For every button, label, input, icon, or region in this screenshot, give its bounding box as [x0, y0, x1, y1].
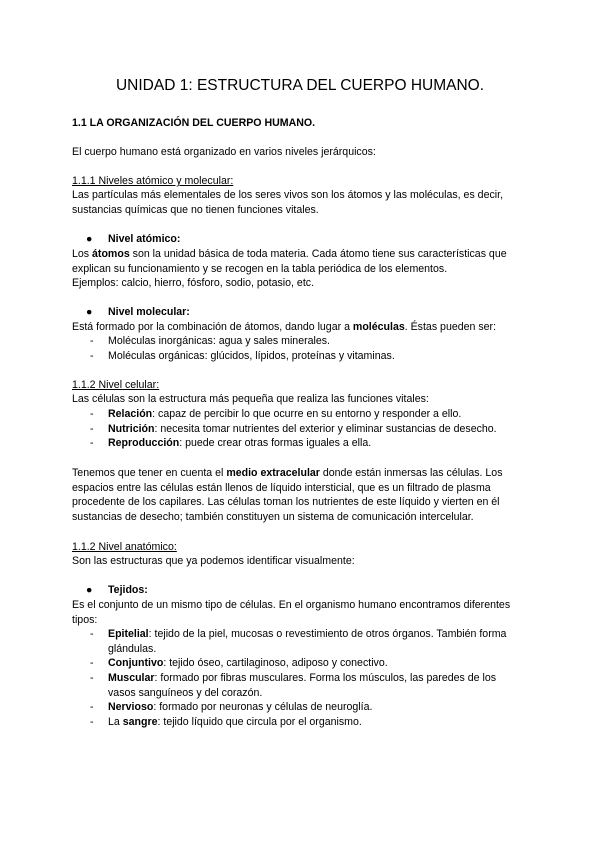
section-heading-1-1: 1.1 LA ORGANIZACIÓN DEL CUERPO HUMANO. — [72, 117, 316, 129]
atomic-pre: Los — [72, 248, 93, 260]
function-desc: : capaz de percibir lo que ocurre en su entorno y responder a ello. — [152, 408, 462, 420]
tissue-name: Nervioso — [108, 701, 154, 713]
function-desc: : puede crear otras formas iguales a ella. — [179, 437, 372, 449]
subsection-heading-anatomical: 1.1.2 Nivel anatómico: — [72, 541, 177, 553]
function-desc: : necesita tomar nutrientes del exterior y eliminar sustancias de desecho. — [154, 423, 497, 435]
tissue-desc: : formado por neuronas y células de neuroglía. — [153, 701, 373, 713]
subsection-heading-cellular: 1.1.2 Nivel celular: — [72, 379, 160, 391]
para-bold: medio extracelular — [226, 467, 320, 479]
anatomical-text: Son las estructuras que ya podemos identificar visualmente: — [72, 555, 355, 567]
list-item: - Conjuntivo: tejido óseo, cartilaginoso, adiposo y conectivo. — [90, 657, 388, 669]
tissue-desc: : tejido de la piel, mucosas o revestimiento de otros órganos. También forma glándulas. — [108, 628, 507, 655]
molecular-pre: Está formado por la combinación de átomos, dando lugar a — [72, 321, 353, 333]
page-title: UNIDAD 1: ESTRUCTURA DEL CUERPO HUMANO. — [115, 77, 485, 94]
function-name: Reproducción — [108, 437, 180, 449]
bullet-molecular-level — [86, 305, 190, 320]
atomic-level-text — [72, 247, 534, 276]
tissues-text: Es el conjunto de un mismo tipo de células. En el organismo humano encontramos diferentes tipos: — [72, 599, 511, 626]
extracellular-paragraph — [72, 466, 534, 524]
atomic-bold: átomos — [92, 248, 130, 260]
tissue-name: Conjuntivo — [108, 657, 164, 669]
cellular-text: Las células son la estructura más pequeña que realiza las funciones vitales: — [72, 393, 429, 405]
bullet-dot-icon: ● — [86, 584, 93, 596]
list-item: - Relación: capaz de percibir lo que ocurre en su entorno y responder a ello. — [90, 408, 462, 420]
molecule-item-text: Moléculas orgánicas: glúcidos, lípidos, proteínas y vitaminas. — [108, 350, 395, 362]
molecular-level-heading: Nivel molecular: — [108, 306, 190, 318]
list-item: - Nutrición: necesita tomar nutrientes del exterior y eliminar sustancias de desecho. — [90, 423, 497, 435]
tissue-name: Muscular — [108, 672, 155, 684]
function-name: Nutrición — [108, 423, 155, 435]
bullet-dot-icon: ● — [86, 306, 93, 318]
subsection-heading-atomic-molecular: 1.1.1 Niveles atómico y molecular: — [72, 175, 234, 187]
list-item: - Reproducción: puede crear otras formas iguales a ella. — [90, 437, 372, 449]
list-item: - Moléculas orgánicas: glúcidos, lípidos, proteínas y vitaminas. — [90, 349, 532, 364]
tissue-desc: : tejido óseo, cartilaginoso, adiposo y conectivo. — [163, 657, 388, 669]
bullet-tissues — [86, 583, 148, 598]
bullet-dot-icon: ● — [86, 233, 93, 245]
para-post: donde están inmersas las células. Los espacios entre las células están llenos de líquido intersticial, que es un filtrado de plasma procedente de los capilares. Las células toman los nutrientes de este líquido y vierten en él sustancias de desecho; también constituyen un sistema de comunicación intercelular. — [72, 467, 503, 523]
atomic-level-heading: Nivel atómico: — [108, 233, 181, 245]
tissue-name: Epitelial — [108, 628, 149, 640]
list-item: - Nervioso: formado por neuronas y células de neuroglía. — [90, 701, 373, 713]
atomic-molecular-text: Las partículas más elementales de los seres vivos son los átomos y las moléculas, es decir, sustancias químicas que no tienen funciones vitales. — [72, 189, 504, 216]
molecular-bold: moléculas — [352, 321, 405, 333]
bullet-atomic-level — [86, 232, 180, 247]
atomic-post: son la unidad básica de toda materia. Cada átomo tiene sus características que explican su funcionamiento y se recogen en la tabla periódica de los elementos. — [72, 248, 507, 275]
list-item: - La sangre: tejido líquido que circula por el organismo. — [90, 716, 362, 728]
tissue-desc: : tejido líquido que circula por el organismo. — [157, 716, 362, 728]
tissues-heading: Tejidos: — [108, 584, 148, 596]
list-item: - Muscular: formado por fibras musculares. Forma los músculos, las paredes de los vasos sanguíneos y del corazón. — [90, 672, 497, 699]
molecular-level-text — [72, 320, 534, 335]
list-item: - Epitelial: tejido de la piel, mucosas o revestimiento de otros órganos. También forma glándulas. — [90, 628, 507, 655]
tissue-desc: : formado por fibras musculares. Forma los músculos, las paredes de los vasos sanguíneos y del corazón. — [108, 672, 497, 699]
list-item: - Moléculas inorgánicas: agua y sales minerales. — [90, 334, 532, 349]
atomic-examples: Ejemplos: calcio, hierro, fósforo, sodio, potasio, etc. — [72, 277, 315, 289]
tissue-name: sangre — [122, 716, 158, 728]
molecular-post: . Éstas pueden ser: — [404, 321, 497, 333]
tissue-pre: La — [108, 716, 123, 728]
para-pre: Tenemos que tener en cuenta el — [72, 467, 227, 479]
molecule-item-text: Moléculas inorgánicas: agua y sales minerales. — [108, 335, 330, 347]
intro-text: El cuerpo humano está organizado en varios niveles jerárquicos: — [72, 146, 376, 158]
function-name: Relación — [108, 408, 153, 420]
